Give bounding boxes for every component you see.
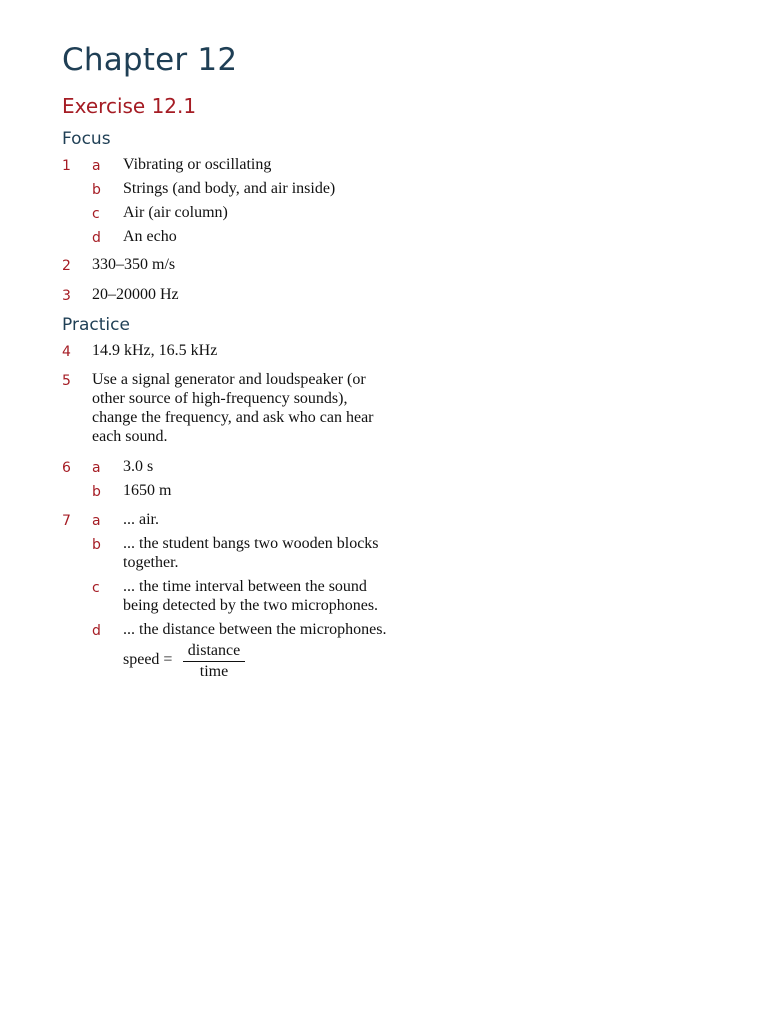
part-letter-7b: b: [92, 537, 101, 553]
question-number-5: 5: [62, 373, 71, 389]
question-number-7: 7: [62, 513, 71, 529]
answer-7a: ... air.: [123, 511, 159, 528]
exercise-title: Exercise 12.1: [62, 94, 197, 118]
question-number-4: 4: [62, 344, 71, 360]
part-letter-6b: b: [92, 484, 101, 500]
answer-5-line-2: other source of high-frequency sounds),: [92, 390, 348, 407]
answer-7c-line-2: being detected by the two microphones.: [123, 597, 379, 614]
answer-7b-line-2: together.: [123, 554, 179, 571]
answer-1b: Strings (and body, and air inside): [123, 180, 336, 197]
part-letter-1c: c: [92, 206, 100, 222]
answer-1a: Vibrating or oscillating: [123, 156, 272, 173]
part-letter-1d: d: [92, 230, 101, 246]
answer-4: 14.9 kHz, 16.5 kHz: [92, 342, 218, 359]
formula-lhs: speed =: [123, 651, 173, 668]
part-letter-6a: a: [92, 460, 101, 476]
answer-1d: An echo: [123, 228, 177, 245]
answer-5-line-3: change the frequency, and ask who can hear: [92, 409, 374, 426]
part-letter-7a: a: [92, 513, 101, 529]
question-number-6: 6: [62, 460, 71, 476]
formula-denominator: time: [199, 663, 229, 680]
fraction-bar: [183, 661, 245, 662]
part-letter-7d: d: [92, 623, 101, 639]
formula-numerator: distance: [187, 642, 241, 659]
answer-3: 20–20000 Hz: [92, 286, 179, 303]
answer-7d: ... the distance between the microphones.: [123, 621, 387, 638]
answer-1c: Air (air column): [123, 204, 228, 221]
question-number-2: 2: [62, 258, 71, 274]
answer-2: 330–350 m/s: [92, 256, 176, 273]
part-letter-1b: b: [92, 182, 101, 198]
answer-7b-line-1: ... the student bangs two wooden blocks: [123, 535, 379, 552]
part-letter-7c: c: [92, 580, 100, 596]
question-number-1: 1: [62, 158, 71, 174]
chapter-title: Chapter 12: [62, 42, 238, 78]
section-heading-practice: Practice: [62, 315, 130, 335]
answer-5-line-4: each sound.: [92, 428, 168, 445]
answer-6b: 1650 m: [123, 482, 172, 499]
section-heading-focus: Focus: [62, 129, 111, 149]
answer-6a: 3.0 s: [123, 458, 154, 475]
answer-5-line-1: Use a signal generator and loudspeaker (or: [92, 371, 366, 388]
formula-fraction: [183, 642, 245, 681]
question-number-3: 3: [62, 288, 71, 304]
answer-7c-line-1: ... the time interval between the sound: [123, 578, 367, 595]
part-letter-1a: a: [92, 158, 101, 174]
